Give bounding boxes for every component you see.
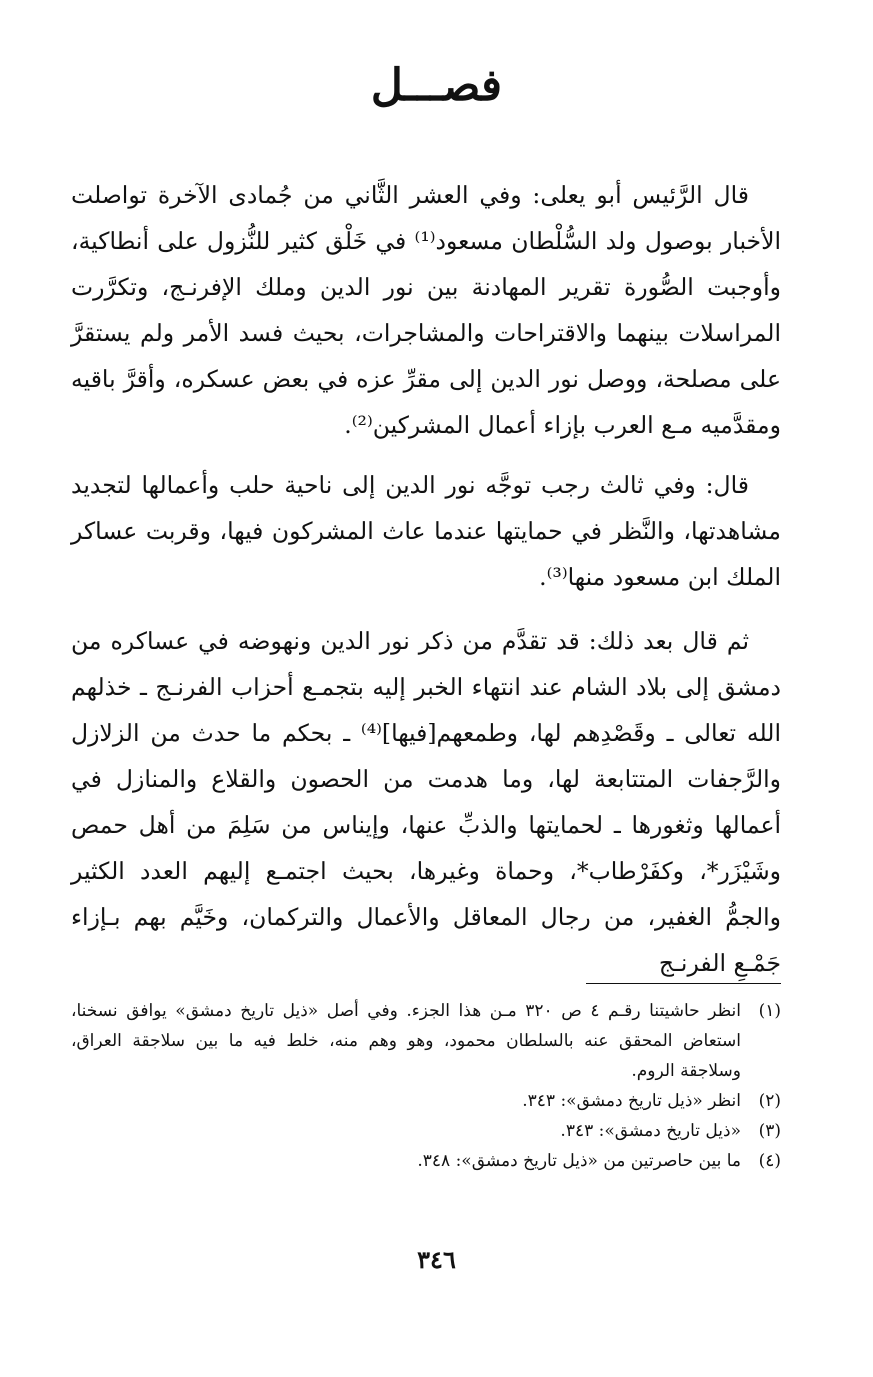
paragraph: قال: وفي ثالث رجب توجَّه نور الدين إلى ناحية حلب وأعمالها لتجديد مشاهدتها، والنَّظر في حمايتها عندما عاث المشركون فيها، وقربت عساكر الملك ابن مسعود منها⁽³⁾. xyxy=(71,471,781,591)
paragraph: قال الرَّئيس أبو يعلى: وفي العشر الثَّاني من جُمادى الآخرة تواصلت الأخبار بوصول ولد السُّلْطان مسعود⁽¹⁾ في خَلْق كثير للنُّزول على أنطاكية، وأوجبت الصُّورة تقرير المهادنة بين نور الدين وملك الإفرنـج، وتكرَّرت المراسلات بينهما والاقتراحات والمشاجرات، بحيث فسد الأمر ولم يستقرَّ على مصلحة، ووصل نور الدين إلى مقرِّ عزه في بعض عسكره، وأقرَّ باقيه ومقدَّميه مـع العرب بإزاء أعمال المشركين⁽²⁾. xyxy=(71,181,782,439)
footnote-separator xyxy=(586,983,781,984)
body-text xyxy=(71,172,781,1000)
footnote xyxy=(71,1146,781,1176)
chapter-title: فصـــل xyxy=(370,60,503,111)
footnotes xyxy=(71,996,781,1176)
footnote-text: انظر حاشيتنا رقـم ٤ ص ٣٢٠ مـن هذا الجزء. وفي أصل «ذيل تاريخ دمشق» يوافق نسخنا، استعاض المحقق عنه بالسلطان محمود، وهو وهم منه، خلط فيه ما بين سلاجقة العراق، وسلاجقة الروم. xyxy=(71,1001,741,1081)
footnote-number: (٢) xyxy=(758,1091,781,1111)
footnote-number: (١) xyxy=(758,1001,781,1021)
footnote-text: ما بين حاصرتين من «ذيل تاريخ دمشق»: ٣٤٨. xyxy=(417,1151,741,1171)
footnote xyxy=(71,1086,781,1116)
paragraph: ثم قال بعد ذلك: قد تقدَّم من ذكر نور الدين ونهوضه في عساكره من دمشق إلى بلاد الشام عند انتهاء الخبر إليه بتجمـع أحزاب الفرنـج ـ خذلهم الله تعالى ـ وقَصْدِهم لها، وطمعهم[فيها]⁽⁴⁾ ـ بحكم ما حدث من الزلازل والرَّجفات المتتابعة لها، وما هدمت من الحصون والقلاع والمنازل في أعمالها وثغورها ـ لحمايتها والذبِّ عنها، وإيناس من سَلِمَ من أهل حمص وشَيْزَر*، وكفَرْطاب*، وحماة وغيرها، بحيث اجتمـع إليهم العدد الكثير والجمُّ الغفير، من رجال المعاقل والأعمال والتركمان، وخَيَّم بهم بـإزاء جَمْـعِ الفرنـج xyxy=(71,627,781,977)
footnote-text: انظر «ذيل تاريخ دمشق»: ٣٤٣. xyxy=(522,1091,741,1111)
page-number: ٣٤٦ xyxy=(417,1245,456,1274)
footnote-text: «ذيل تاريخ دمشق»: ٣٤٣. xyxy=(560,1121,741,1141)
footnote-number: (٣) xyxy=(758,1121,781,1141)
footnote xyxy=(71,996,781,1086)
footnote-number: (٤) xyxy=(758,1151,781,1171)
footnote xyxy=(71,1116,781,1146)
